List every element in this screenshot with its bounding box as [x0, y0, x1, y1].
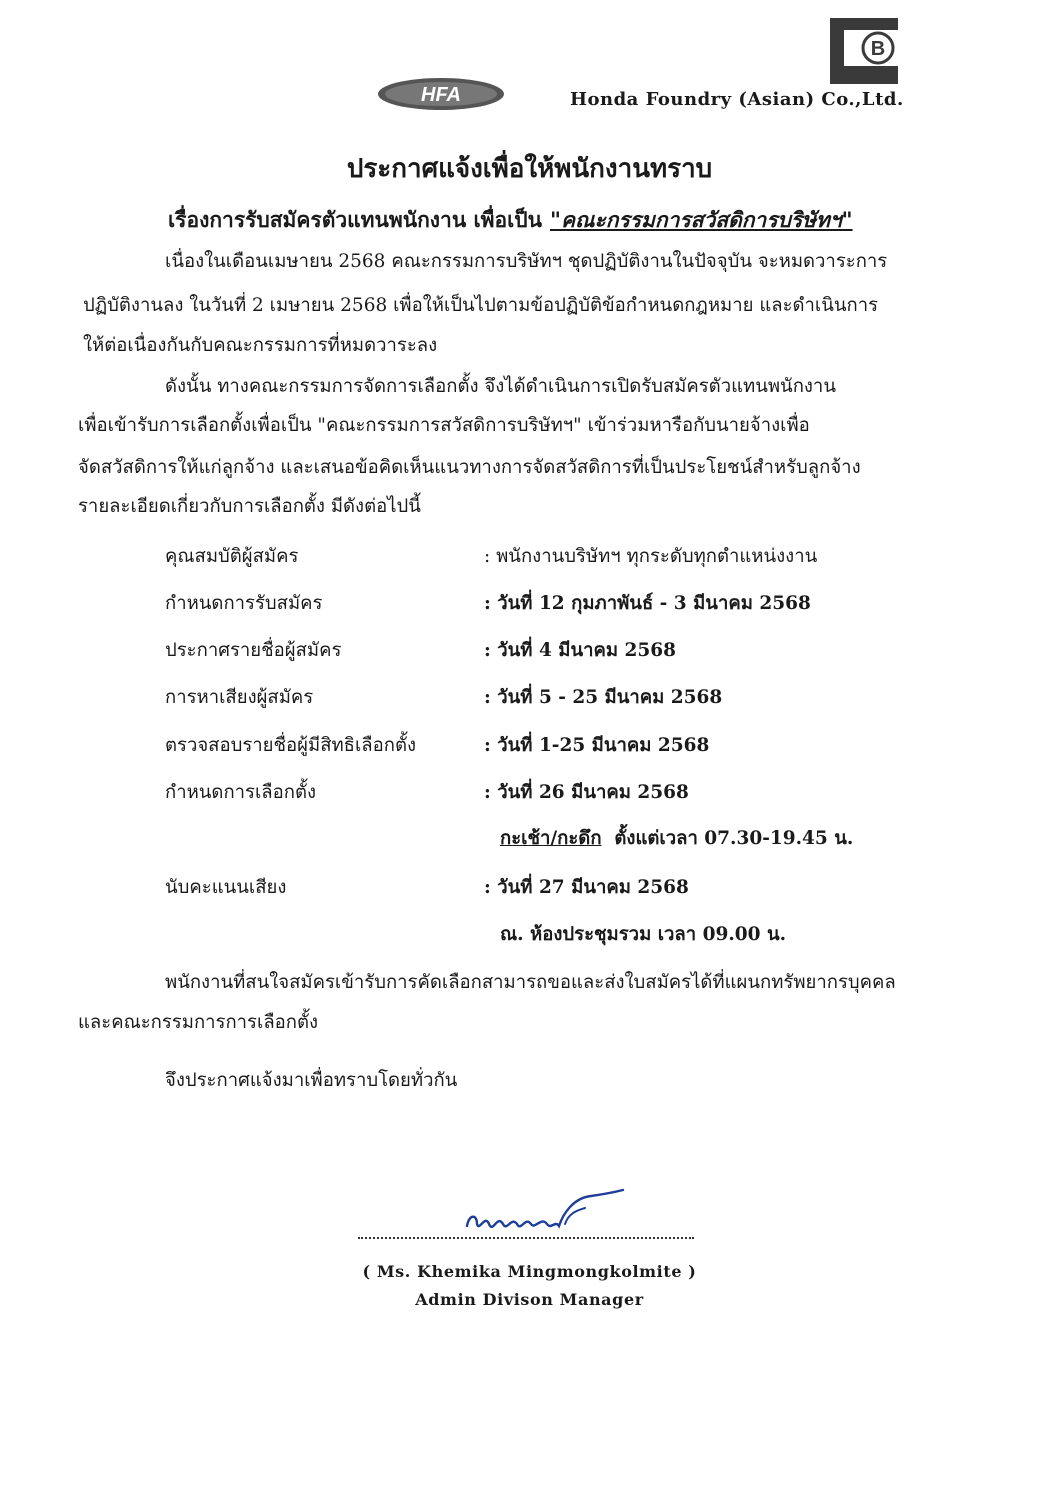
subject-main: เรื่องการรับสมัครตัวแทนพนักงาน เพื่อเป็น: [168, 207, 542, 232]
detail-label-election-date: กำหนดการเลือกตั้ง: [165, 782, 316, 803]
detail-value-vote-count: : วันที่ 27 มีนาคม 2568: [484, 877, 689, 898]
paragraph1-line2: ปฏิบัติงานลง ในวันที่ 2 เมษายน 2568 เพื่อให้เป็นไปตามข้อปฏิบัติข้อกำหนดกฎหมาย และดำเนินการ: [83, 295, 879, 316]
paragraph2-line1: ดังนั้น ทางคณะกรรมการจัดการเลือกตั้ง จึงได้ดำเนินการเปิดรับสมัครตัวแทนพนักงาน: [165, 376, 836, 397]
company-name: Honda Foundry (Asian) Co.,Ltd.: [570, 89, 904, 110]
b-badge-logo: [830, 18, 898, 84]
paragraph3-line2: และคณะกรรมการการเลือกตั้ง: [78, 1012, 319, 1033]
detail-label-vote-count: นับคะแนนเสียง: [165, 877, 287, 898]
detail-label-voter-check: ตรวจสอบรายชื่อผู้มีสิทธิเลือกตั้ง: [165, 735, 416, 756]
detail-label-campaign: การหาเสียงผู้สมัคร: [165, 687, 314, 708]
hfa-logo-text: HFA: [421, 84, 461, 106]
paragraph2-line4: รายละเอียดเกี่ยวกับการเลือกตั้ง มีดังต่อไปนี้: [78, 496, 421, 517]
detail-value-campaign: : วันที่ 5 - 25 มีนาคม 2568: [484, 687, 723, 708]
signatory-position: Admin Divison Manager: [415, 1290, 644, 1309]
detail-vote-count-location: ณ. ห้องประชุมรวม เวลา 09.00 น.: [500, 924, 787, 945]
detail-value-application-period: : วันที่ 12 กุมภาพันธ์ - 3 มีนาคม 2568: [484, 593, 811, 614]
paragraph2-line3: จัดสวัสดิการให้แก่ลูกจ้าง และเสนอข้อคิดเห็นแนวทางการจัดสวัสดิการที่เป็นประโยชน์สำหรับลูกจ้าง: [78, 457, 861, 478]
paragraph1-line3: ให้ต่อเนื่องกันกับคณะกรรมการที่หมดวาระลง: [83, 335, 438, 356]
closing-line: จึงประกาศแจ้งมาเพื่อทราบโดยทั่วกัน: [165, 1070, 458, 1091]
signature-line: [358, 1227, 694, 1239]
signatory-name: ( Ms. Khemika Mingmongkolmite ): [362, 1262, 697, 1281]
voting-hours-value: ตั้งแต่เวลา 07.30-19.45 น.: [614, 828, 854, 849]
detail-value-election-date: : วันที่ 26 มีนาคม 2568: [484, 782, 689, 803]
paragraph2-line2: เพื่อเข้ารับการเลือกตั้งเพื่อเป็น "คณะกรรมการสวัสดิการบริษัทฯ" เข้าร่วมหารือกับนายจ้างเพื่อ: [78, 415, 810, 436]
detail-value-qualification: : พนักงานบริษัทฯ ทุกระดับทุกตำแหน่งงาน: [484, 546, 818, 567]
paragraph1-line1: เนื่องในเดือนเมษายน 2568 คณะกรรมการบริษัทฯ ชุดปฏิบัติงานในปัจจุบัน จะหมดวาระการ: [165, 251, 888, 272]
detail-value-voter-check: : วันที่ 1-25 มีนาคม 2568: [484, 735, 710, 756]
detail-label-candidate-announcement: ประกาศรายชื่อผู้สมัคร: [165, 640, 342, 661]
subject-emphasis: "คณะกรรมการสวัสดิการบริษัทฯ": [550, 207, 853, 232]
detail-voting-hours: [500, 824, 853, 853]
detail-label-application-period: กำหนดการรับสมัคร: [165, 593, 323, 614]
subject-line: [168, 204, 853, 237]
page-title: ประกาศแจ้งเพื่อให้พนักงานทราบ: [346, 154, 713, 184]
detail-label-qualification: คุณสมบัติผู้สมัคร: [165, 546, 299, 567]
paragraph3-line1: พนักงานที่สนใจสมัครเข้ารับการคัดเลือกสามารถขอและส่งใบสมัครได้ที่แผนกทรัพยากรบุคคล: [165, 972, 896, 993]
detail-value-candidate-announcement: : วันที่ 4 มีนาคม 2568: [484, 640, 676, 661]
shift-label: กะเช้า/กะดึก: [500, 828, 602, 849]
hfa-logo: [376, 76, 506, 112]
badge-letter: B: [870, 38, 886, 60]
